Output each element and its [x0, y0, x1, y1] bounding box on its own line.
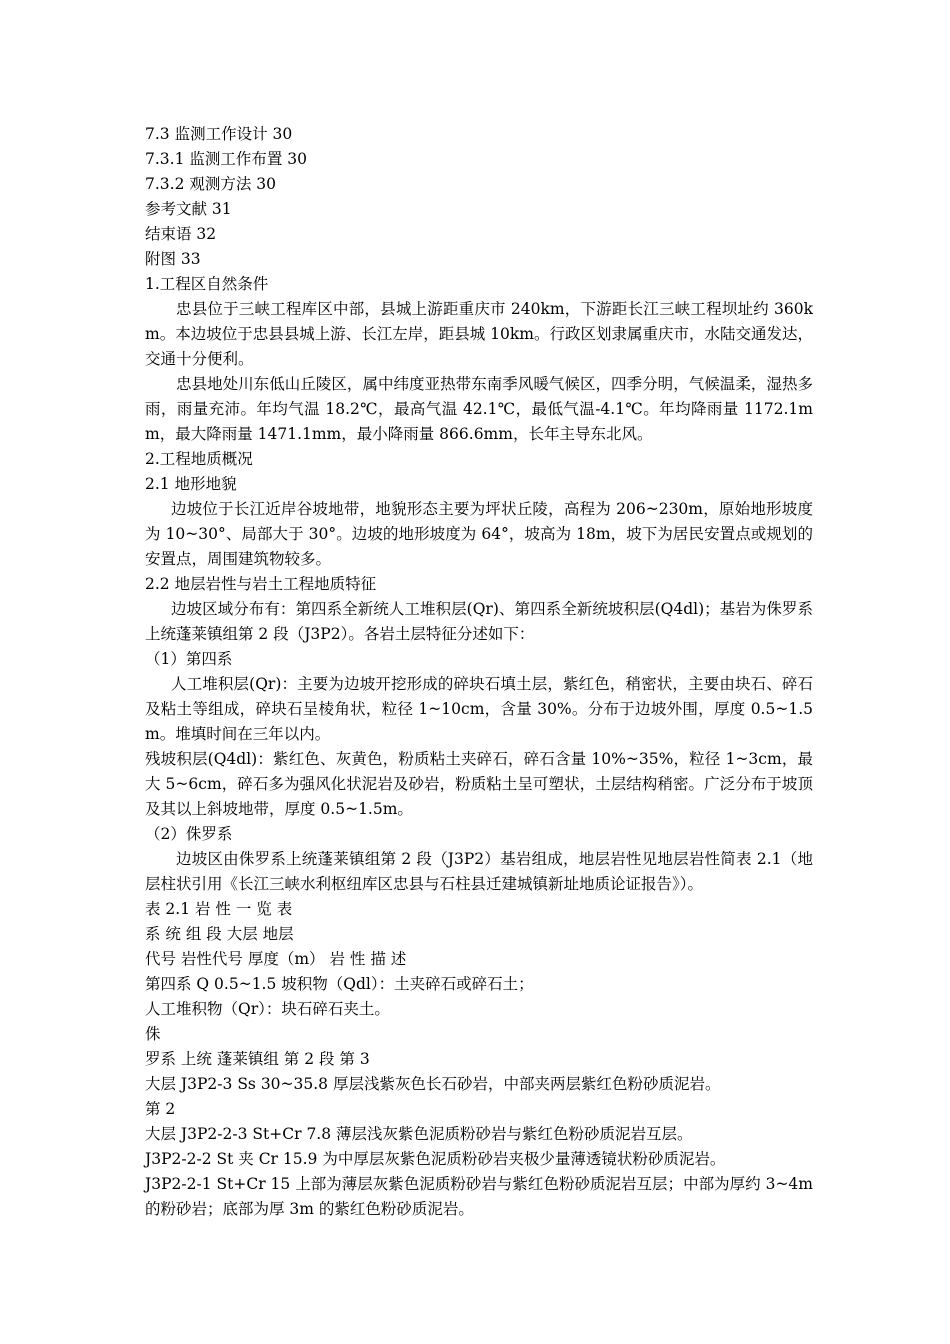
- table-header: 系 统 组 段 大层 地层: [145, 925, 294, 943]
- paragraph: 边坡位于长江近岸谷坡地带，地貌形态主要为坪状丘陵，高程为 206~230m，原始地形坡度为 10~30°、局部大于 30°。边坡的地形坡度为 64°，坡高为 18m，坡下为居民安置点或规划的安置点，周围建筑物较多。: [145, 500, 813, 568]
- table-caption: 表 2.1 岩 性 一 览 表: [145, 900, 293, 918]
- document-page: [145, 122, 813, 1222]
- toc-entry: 7.3.2 观测方法 30: [145, 175, 277, 193]
- table-row: 第四系 Q 0.5~1.5 坡积物（Qdl）：土夹碎石或碎石土；: [145, 975, 534, 993]
- paragraph: 残坡积层(Q4dl)：紫红色、灰黄色，粉质粘土夹碎石，碎石含量 10%~35%，粒径 1~3cm，最大 5~6cm，碎石多为强风化状泥岩及砂岩，粉质粘土呈可塑状，土层结构稍密。广泛分布于坡顶及其以上斜坡地带，厚度 0.5~1.5m。: [145, 750, 813, 818]
- paragraph: 边坡区域分布有：第四系全新统人工堆积层(Qr)、第四系全新统坡积层(Q4dl)；基岩为侏罗系上统蓬莱镇组第 2 段（J3P2）。各岩土层特征分述如下：: [145, 600, 813, 643]
- table-row: 侏: [145, 1025, 161, 1043]
- paragraph: 边坡区由侏罗系上统蓬莱镇组第 2 段（J3P2）基岩组成，地层岩性见地层岩性简表 2.1（地层柱状引用《长江三峡水利枢纽库区忠县与石柱县迁建城镇新址地质论证报告》）。: [145, 850, 813, 893]
- table-row: 罗系 上统 蓬莱镇组 第 2 段 第 3: [145, 1050, 370, 1068]
- table-row: 大层 J3P2-2-3 St+Cr 7.8 薄层浅灰紫色泥质粉砂岩与紫红色粉砂质泥岩互层。: [145, 1125, 693, 1143]
- table-row: 大层 J3P2-3 Ss 30~35.8 厚层浅紫灰色长石砂岩，中部夹两层紫红色粉砂质泥岩。: [145, 1075, 721, 1093]
- table-row: 第 2: [145, 1100, 176, 1118]
- toc-entry: 7.3.1 监测工作布置 30: [145, 150, 308, 168]
- table-row: J3P2-2-1 St+Cr 15 上部为薄层灰紫色泥质粉砂岩与紫红色粉砂质泥岩互层；中部为厚约 3~4m 的粉砂岩；底部为厚 3m 的紫红色粉砂质泥岩。: [145, 1175, 813, 1218]
- paragraph: 人工堆积层(Qr)：主要为边坡开挖形成的碎块石填土层，紫红色，稍密状，主要由块石、碎石及粘土等组成，碎块石呈棱角状，粒径 1~10cm，含量 30%。分布于边坡外围，厚度 0.5~1.5m。堆填时间在三年以内。: [145, 675, 813, 743]
- paragraph: 忠县位于三峡工程库区中部，县城上游距重庆市 240km，下游距长江三峡工程坝址约 360km。本边坡位于忠县县城上游、长江左岸，距县城 10km。行政区划隶属重庆市，水陆交通发达，交通十分便利。: [145, 300, 813, 368]
- table-header: 代号 岩性代号 厚度（m） 岩 性 描 述: [145, 950, 407, 968]
- paragraph: 忠县地处川东低山丘陵区，属中纬度亚热带东南季风暖气候区，四季分明，气候温柔，湿热多雨，雨量充沛。年均气温 18.2℃，最高气温 42.1℃，最低气温-4.1℃。年均降雨量 1172.1mm，最大降雨量 1471.1mm，最小降雨量 866.6mm，长年主导东北风。: [145, 375, 813, 443]
- section-heading: 1.工程区自然条件: [145, 275, 269, 293]
- list-heading: （1）第四系: [145, 650, 233, 668]
- toc-entry: 附图 33: [145, 250, 201, 268]
- toc-entry: 7.3 监测工作设计 30: [145, 125, 293, 143]
- toc-entry: 参考文献 31: [145, 200, 232, 218]
- toc-entry: 结束语 32: [145, 225, 217, 243]
- table-row: 人工堆积物（Qr）：块石碎石夹土。: [145, 1000, 390, 1018]
- list-heading: （2）侏罗系: [145, 825, 233, 843]
- subsection-heading: 2.2 地层岩性与岩土工程地质特征: [145, 575, 377, 593]
- subsection-heading: 2.1 地形地貌: [145, 475, 237, 493]
- table-row: J3P2-2-2 St 夹 Cr 15.9 为中厚层灰紫色泥质粉砂岩夹极少量薄透镜状粉砂质泥岩。: [145, 1150, 726, 1168]
- section-heading: 2.工程地质概况: [145, 450, 253, 468]
